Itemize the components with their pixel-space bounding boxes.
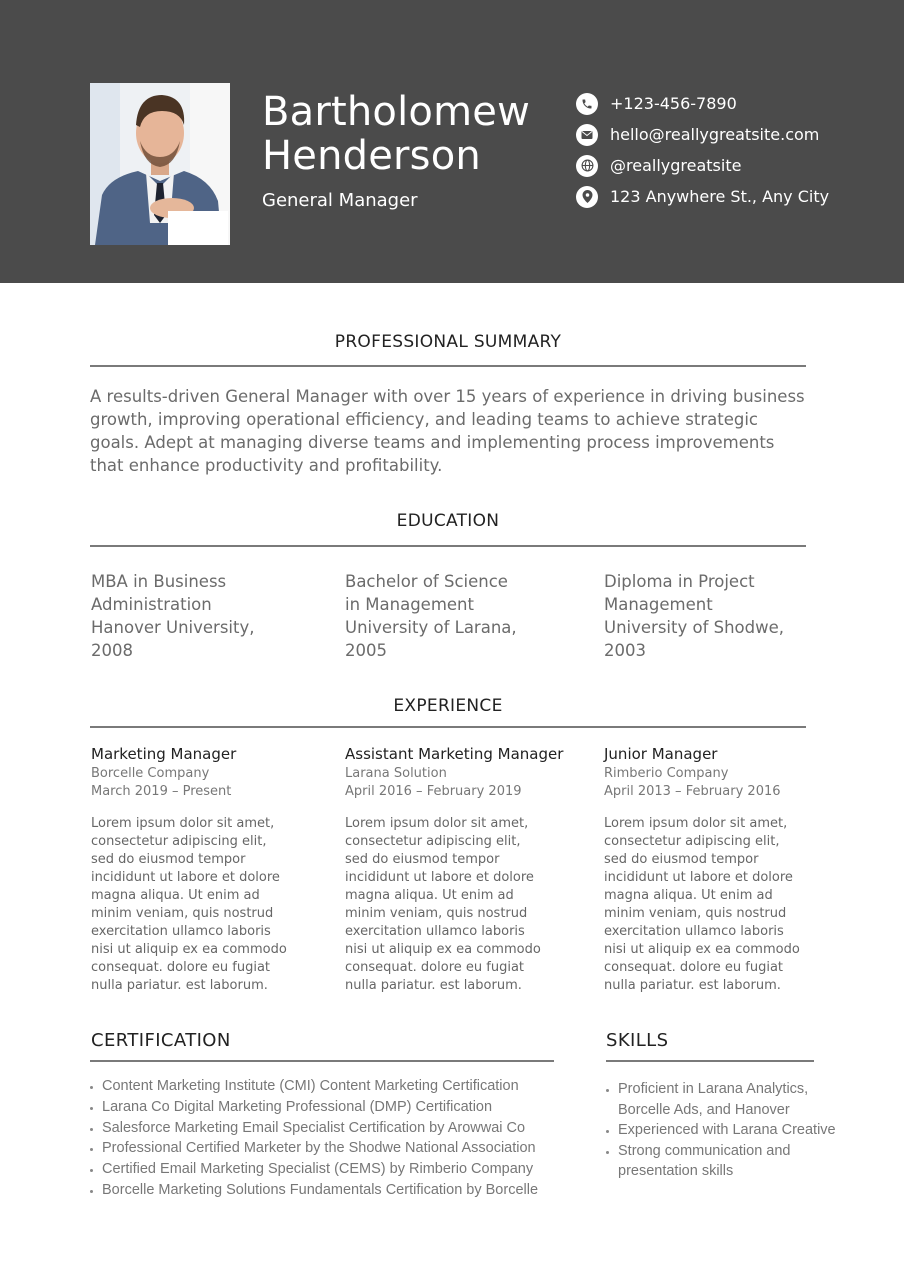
skill-line: Borcelle Ads, and Hanover <box>618 1101 790 1118</box>
description-line: nisi ut aliquip ex ea commodo <box>604 942 800 957</box>
list-item <box>606 1120 866 1141</box>
list-item: Professional Certified Marketer by the Shodwe National Association <box>90 1138 570 1159</box>
year-line: 2008 <box>91 641 133 660</box>
description-line: incididunt ut labore et dolore <box>604 870 793 885</box>
phone-icon <box>576 93 598 115</box>
description-line: minim veniam, quis nostrud <box>604 906 787 921</box>
date-range: April 2016 – February 2019 <box>345 784 522 799</box>
description-line: consequat. dolore eu fugiat <box>345 960 525 975</box>
certification-list <box>90 1076 570 1201</box>
job-title: General Manager <box>262 190 418 211</box>
degree-line: Bachelor of Science <box>345 572 508 591</box>
company-name: Larana Solution <box>345 766 447 781</box>
profile-photo <box>90 83 230 245</box>
education-item <box>345 570 517 662</box>
skills-heading: SKILLS <box>606 1030 669 1051</box>
description-line: minim veniam, quis nostrud <box>345 906 528 921</box>
summary-heading: PROFESSIONAL SUMMARY <box>334 332 562 352</box>
experience-divider <box>90 726 806 728</box>
skill-line: Proficient in Larana Analytics, <box>618 1081 809 1097</box>
company-name: Borcelle Company <box>91 766 210 781</box>
description-line: magna aliqua. Ut enim ad <box>345 888 514 903</box>
education-divider <box>90 545 806 547</box>
description-line: consectetur adipiscing elit, <box>91 834 267 849</box>
address-text: 123 Anywhere St., Any City <box>610 187 830 206</box>
person-photo-illustration <box>90 83 230 245</box>
description-line: sed do eiusmod tempor <box>91 852 246 867</box>
summary-text: A results-driven General Manager with over 15 years of experience in driving business growth, improving operational efficiency, and leading teams to achieve strategic goals. Adept at managing diverse teams and implementing process improvements that enhance productivity and profitability. <box>90 387 805 475</box>
skill-line: presentation skills <box>618 1163 734 1180</box>
last-name: Henderson <box>262 133 481 179</box>
email-text: hello@reallygreatsite.com <box>610 125 820 144</box>
contact-address[interactable] <box>576 181 829 212</box>
description-line: sed do eiusmod tempor <box>345 852 500 867</box>
description-line: sed do eiusmod tempor <box>604 852 759 867</box>
skills-divider <box>606 1060 814 1062</box>
role-title: Assistant Marketing Manager <box>345 745 564 763</box>
summary-divider <box>90 365 806 367</box>
globe-icon <box>576 155 598 177</box>
company-name: Rimberio Company <box>604 766 729 781</box>
education-item <box>604 570 784 662</box>
description-line: incididunt ut labore et dolore <box>345 870 534 885</box>
list-item: Content Marketing Institute (CMI) Content Marketing Certification <box>90 1076 570 1097</box>
description-line: nulla pariatur. est laborum. <box>91 978 268 993</box>
degree-line: MBA in Business <box>91 572 227 591</box>
description-line: nisi ut aliquip ex ea commodo <box>345 942 541 957</box>
skill-line: Strong communication and <box>618 1142 791 1159</box>
degree-line: Administration <box>91 595 212 614</box>
description-line: magna aliqua. Ut enim ad <box>604 888 773 903</box>
experience-heading: EXPERIENCE <box>393 696 503 716</box>
location-pin-icon <box>576 186 598 208</box>
degree-line: Management <box>604 595 713 614</box>
description-line: minim veniam, quis nostrud <box>91 906 274 921</box>
role-title: Junior Manager <box>604 745 718 763</box>
role-description <box>604 815 854 995</box>
description-line: Lorem ipsum dolor sit amet, <box>91 816 275 831</box>
list-item: Borcelle Marketing Solutions Fundamentals Certification by Borcelle <box>90 1180 570 1201</box>
mail-icon <box>576 124 598 146</box>
description-line: Lorem ipsum dolor sit amet, <box>604 816 788 831</box>
first-name: Bartholomew <box>262 89 530 135</box>
year-line: 2005 <box>345 641 387 660</box>
phone-text: +123-456-7890 <box>610 94 737 113</box>
description-line: consectetur adipiscing elit, <box>604 834 780 849</box>
description-line: incididunt ut labore et dolore <box>91 870 280 885</box>
description-line: exercitation ullamco laboris <box>604 924 784 939</box>
certification-heading: CERTIFICATION <box>91 1030 231 1051</box>
person-name <box>262 90 562 178</box>
description-line: nulla pariatur. est laborum. <box>345 978 522 993</box>
description-line: Lorem ipsum dolor sit amet, <box>345 816 529 831</box>
list-item <box>606 1141 866 1182</box>
date-range: March 2019 – Present <box>91 784 232 799</box>
skill-line: Experienced with Larana Creative <box>618 1122 836 1139</box>
role-title: Marketing Manager <box>91 745 237 763</box>
degree-line: in Management <box>345 595 474 614</box>
description-line: magna aliqua. Ut enim ad <box>91 888 260 903</box>
list-item <box>606 1079 866 1120</box>
description-line: consectetur adipiscing elit, <box>345 834 521 849</box>
contact-website[interactable] <box>576 150 829 181</box>
header-banner <box>0 0 904 283</box>
school-line: University of Larana, <box>345 618 517 637</box>
school-line: University of Shodwe, <box>604 618 785 637</box>
contact-list <box>576 88 829 212</box>
description-line: exercitation ullamco laboris <box>91 924 271 939</box>
education-heading: EDUCATION <box>396 511 500 531</box>
description-line: exercitation ullamco laboris <box>345 924 525 939</box>
degree-line: Diploma in Project <box>604 572 755 591</box>
experience-item <box>604 744 854 995</box>
school-line: Hanover University, <box>91 618 255 637</box>
date-range: April 2013 – February 2016 <box>604 784 781 799</box>
experience-item <box>345 744 595 995</box>
description-line: consequat. dolore eu fugiat <box>604 960 784 975</box>
certification-divider <box>90 1060 554 1062</box>
description-line: nisi ut aliquip ex ea commodo <box>91 942 287 957</box>
role-description <box>345 815 595 995</box>
year-line: 2003 <box>604 641 646 660</box>
website-text: @reallygreatsite <box>610 156 742 175</box>
list-item: Salesforce Marketing Email Specialist Certification by Arowwai Co <box>90 1118 570 1139</box>
contact-phone[interactable] <box>576 88 829 119</box>
experience-item <box>91 744 341 995</box>
list-item: Certified Email Marketing Specialist (CEMS) by Rimberio Company <box>90 1159 570 1180</box>
skills-list <box>606 1079 866 1182</box>
role-description <box>91 815 341 995</box>
education-item <box>91 570 255 662</box>
description-line: consequat. dolore eu fugiat <box>91 960 271 975</box>
description-line: nulla pariatur. est laborum. <box>604 978 781 993</box>
contact-email[interactable] <box>576 119 829 150</box>
list-item: Larana Co Digital Marketing Professional (DMP) Certification <box>90 1097 570 1118</box>
